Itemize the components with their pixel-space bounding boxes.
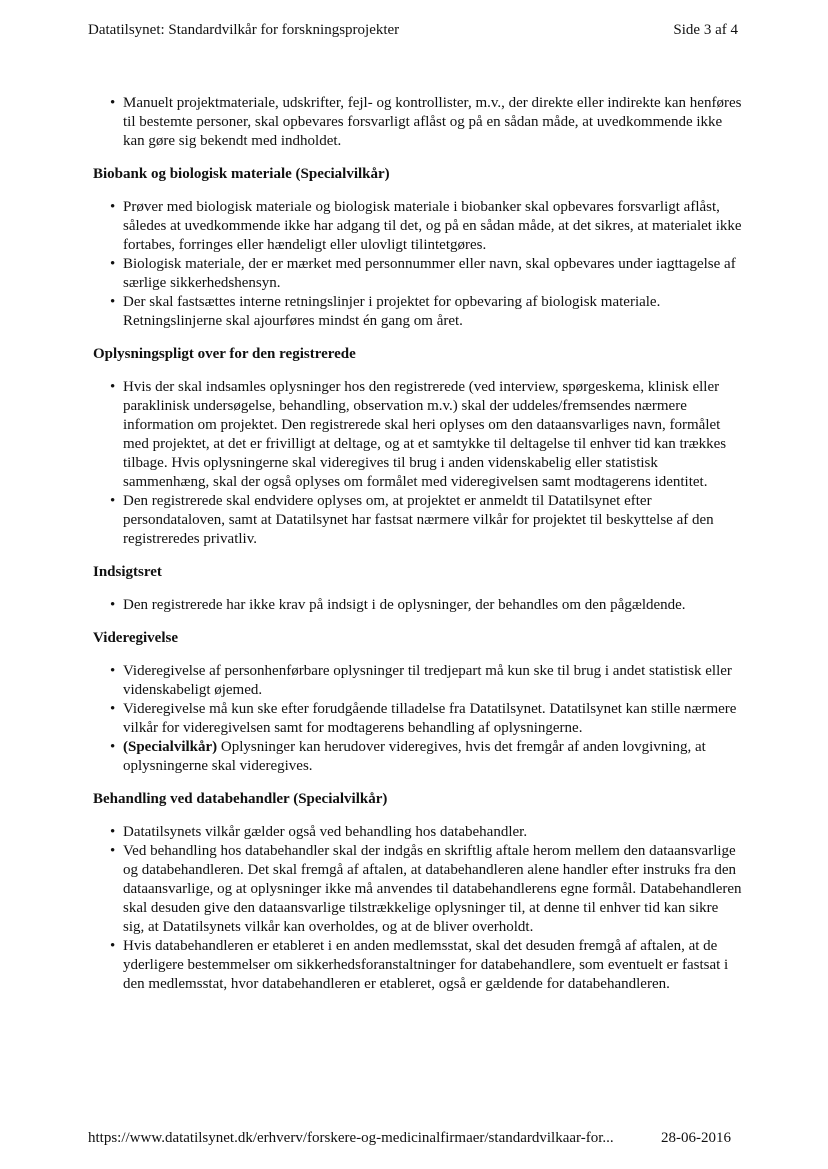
footer-date: 28-06-2016	[661, 1130, 731, 1146]
list-item: • Manuelt projektmateriale, udskrifter, fejl- og kontrollister, m.v., der direkte eller indirekte kan henføres til bestemte personer, skal opbevares forsvarligt aflåst og på en sådan måde, at uvedkommende ikke kan gøre sig bekendt med indholdet.	[93, 94, 743, 151]
section-heading-indsigtsret: Indsigtsret	[93, 564, 162, 580]
section-heading-databehandler: Behandling ved databehandler (Specialvilkår)	[93, 791, 388, 807]
list-item: • Der skal fastsættes interne retningslinjer i projektet for opbevaring af biologisk materiale. Retningslinjerne skal ajourføres mindst én gang om året.	[93, 293, 743, 331]
biobank-list	[93, 198, 743, 331]
indsigtsret-list	[93, 596, 743, 615]
list-item-special	[93, 738, 743, 776]
list-item: • Den registrerede skal endvidere oplyses om, at projektet er anmeldt til Datatilsynet efter persondataloven, samt at Datatilsynet har fastsat nærmere vilkår for projektet til beskyttelse af den registreredes privatliv.	[93, 492, 743, 549]
list-item: • Ved behandling hos databehandler skal der indgås en skriftlig aftale herom mellem den dataansvarlige og databehandleren. Det skal fremgå af aftalen, at databehandleren alene handler efter instruks fra den dataansvarlige, og at oplysninger ikke må anvendes til databehandlerens egne formål. Databehandleren skal desuden give den dataansvarlige tilstrækkelige oplysninger til, at denne til enhver tid kan sikre sig, at Datatilsynets vilkår kan overholdes, og at de bliver overholdt.	[93, 842, 743, 937]
section-heading-oplysningspligt: Oplysningspligt over for den registrerede	[93, 346, 356, 362]
list-item: • Den registrerede har ikke krav på indsigt i de oplysninger, der behandles om den pågældende.	[93, 596, 743, 615]
special-text: Oplysninger kan herudover videregives, hvis det fremgår af anden lovgivning, at oplysningerne skal videregives.	[123, 739, 706, 774]
section-heading-videregivelse: Videregivelse	[93, 630, 178, 646]
list-item: • Biologisk materiale, der er mærket med personnummer eller navn, skal opbevares under iagttagelse af særlige sikkerhedshensyn.	[93, 255, 743, 293]
header-title: Datatilsynet: Standardvilkår for forskningsprojekter	[88, 22, 400, 38]
page-number: Side 3 af 4	[673, 22, 738, 38]
intro-list	[93, 94, 743, 151]
footer-url[interactable]: https://www.datatilsynet.dk/erhverv/forskere-og-medicinalfirmaer/standardvilkaar-for...	[88, 1130, 614, 1146]
special-label: (Specialvilkår)	[123, 739, 218, 755]
list-item: • Hvis der skal indsamles oplysninger hos den registrerede (ved interview, spørgeskema, klinisk eller paraklinisk undersøgelse, behandling, observation m.v.) skal der uddeles/fremsendes nærmere information om projektet. Den registrerede skal heri oplyses om den dataansvarliges navn, formålet med projektet, at det er frivilligt at deltage, og at et samtykke til deltagelse til enhver tid kan trækkes tilbage. Hvis oplysningerne skal videregives til brug i anden videnskabelig eller statistisk sammenhæng, skal der også oplyses om formålet med videregivelsen samt modtagerens identitet.	[93, 378, 743, 492]
databehandler-list	[93, 823, 743, 994]
section-heading-biobank: Biobank og biologisk materiale (Specialvilkår)	[93, 166, 390, 182]
list-item: • Datatilsynets vilkår gælder også ved behandling hos databehandler.	[93, 823, 743, 842]
document-body	[93, 94, 743, 1008]
oplysningspligt-list	[93, 378, 743, 549]
list-item: • Hvis databehandleren er etableret i en anden medlemsstat, skal det desuden fremgå af aftalen, at de yderligere bestemmelser om sikkerhedsforanstaltninger for databehandlere, som eventuelt er fastsat i den medlemsstat, hvor databehandleren er etableret, også er gældende for databehandleren.	[93, 937, 743, 994]
list-item: • Videregivelse af personhenførbare oplysninger til tredjepart må kun ske til brug i andet statistisk eller videnskabeligt øjemed.	[93, 662, 743, 700]
list-item: • Prøver med biologisk materiale og biologisk materiale i biobanker skal opbevares forsvarligt aflåst, således at uvedkommende ikke har adgang til det, og på en sådan måde, at det sikres, at materialet ikke fortabes, forringes eller hændeligt eller ulovligt tilintetgøres.	[93, 198, 743, 255]
list-item: • Videregivelse må kun ske efter forudgående tilladelse fra Datatilsynet. Datatilsynet kan stille nærmere vilkår for videregivelsen samt for modtagerens behandling af oplysningerne.	[93, 700, 743, 738]
videregivelse-list	[93, 662, 743, 776]
